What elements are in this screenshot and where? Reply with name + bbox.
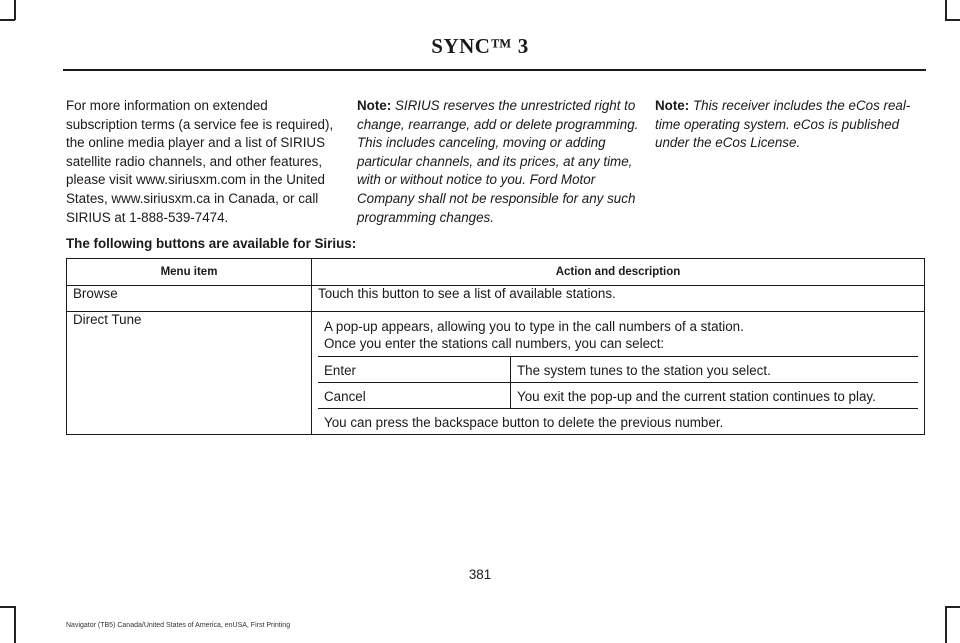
direct-tune-desc-line: Once you enter the stations call numbers, you can select: (324, 336, 665, 351)
option-row (318, 357, 918, 383)
crop-mark (945, 606, 960, 608)
note-label: Note: (655, 98, 690, 113)
note-text: SIRIUS reserves the unrestricted right to change, rearrange, add or delete programming. This includes canceling, moving or adding particular channels, and its prices, at any time, with or without notice to you. Ford Motor Company shall not be responsible for any such programming changes. (357, 98, 639, 225)
table-intro: The following buttons are available for Sirius: (66, 236, 357, 251)
crop-mark (14, 0, 16, 20)
browse-description: Touch this button to see a list of available stations. (312, 286, 925, 312)
option-description: You exit the pop-up and the current station continues to play. (511, 383, 919, 409)
direct-tune-desc-line: A pop-up appears, allowing you to type in the call numbers of a station. (324, 319, 744, 334)
header-divider (63, 69, 926, 71)
menu-item-direct-tune: Direct Tune (67, 312, 312, 435)
text-column-3 (655, 97, 915, 153)
crop-mark (0, 606, 15, 608)
text-column-1 (66, 97, 342, 227)
sirius-buttons-table (66, 258, 925, 435)
direct-tune-options-table (318, 356, 918, 434)
column-header-menu-item: Menu item (67, 259, 312, 286)
note-label: Note: (357, 98, 392, 113)
programming-note (357, 97, 639, 227)
direct-tune-description (312, 312, 925, 435)
page-number: 381 (468, 567, 492, 582)
option-row (318, 409, 918, 435)
table-row (67, 312, 925, 435)
option-row (318, 383, 918, 409)
column-header-action: Action and description (312, 259, 925, 286)
crop-mark (945, 606, 947, 643)
table-header-row (67, 259, 925, 286)
menu-item-browse: Browse (67, 286, 312, 312)
option-name: Enter (318, 357, 511, 383)
crop-mark (945, 0, 947, 20)
ecos-note (655, 97, 915, 153)
subscription-info: For more information on extended subscription terms (a service fee is required), the online media player and a list of SIRIUS satellite radio channels, and other features, please visit www.siriusxm.com in the United States, www.siriusxm.ca in Canada, or call SIRIUS at 1-888-539-7474. (66, 98, 334, 225)
page-title: SYNC™ 3 (431, 34, 529, 58)
backspace-footnote: You can press the backspace button to delete the previous number. (318, 409, 918, 435)
option-name: Cancel (318, 383, 511, 409)
text-column-2 (357, 97, 639, 227)
footer-printing-info: Navigator (TB5) Canada/United States of America, enUSA, First Printing (66, 622, 291, 629)
option-description: The system tunes to the station you select. (511, 357, 919, 383)
crop-mark (945, 19, 960, 21)
crop-mark (14, 606, 16, 643)
table-row (67, 286, 925, 312)
note-text: This receiver includes the eCos real-time operating system. eCos is published under the eCos License. (655, 98, 911, 151)
crop-mark (0, 19, 15, 21)
direct-tune-intro (318, 312, 918, 356)
